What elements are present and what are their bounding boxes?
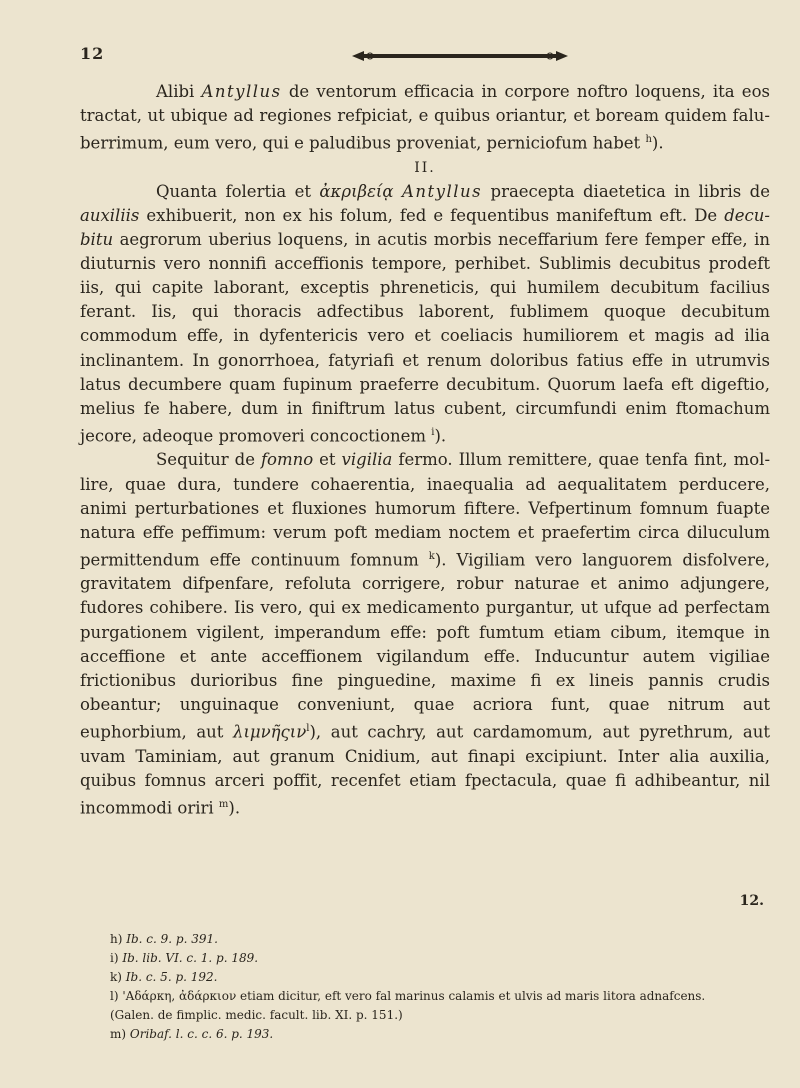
topic-term: vigilia [341, 450, 393, 470]
author-name: Antyllus [401, 181, 483, 201]
main-text [80, 80, 770, 820]
footnote-k: k) Ib. c. 5. p. 192. [110, 970, 218, 984]
page-number: 12 [80, 44, 105, 63]
footnote-ref: k [428, 550, 435, 562]
topic-term: decubitu [80, 205, 770, 250]
work-title: auxiliis [80, 205, 140, 225]
footnote-h: h) Ib. c. 9. p. 391. [110, 932, 218, 946]
page-header [80, 44, 748, 66]
paragraph-somnus: Sequitur de fomno et vigilia fermo. Illum remittere, quae tenfa fint, mollire, quae dura, tundere cohaerentia, inaequalia ad aequalitatem perducere, animi perturbationes et fluxiones humorum fiftere. Vefpertinum fomnum fuapte natura effe peffimum: verum poft mediam noctem et praefertim circa diluculum permittendum effe continuum fomnum $^k$). Vigiliam vero languorem disfolvere, gravitatem difpenfare, refoluta corrigere, robur naturae et animo adjungere, fudores cohibere. Iis vero, qui ex medicamento purgantur, ut ufque ad perfectam purgationem vigilent, imperandum effe: poft fumtum etiam cibum, itemque in acceffione et ante acceffionem vigilandum effe. Inducuntur autem vigiliae frictionibus durioribus fine pinguedine, maxime fi ex lineis pannis crudis obeantur; unguinaque conveniunt, quae acriora funt, quae nitrum aut euphorbium, aut λιμνῆςιν$^l$), aut cachry, aut cardamomum, aut pyrethrum, aut uvam Taminiam, aut granum Cnidium, aut finapi excipiunt. Inter alia auxilia, quibus fomnus arceri poffit, recenfet etiam fpectacula, quae fi adhibeantur, nil incommodi oriri $^m$). [80, 450, 771, 818]
paragraph-decubitus: Quanta folertia et ἀκριβείᾳ Antyllus praecepta diaetetica in libris de auxiliis exhibuerit, non ex his folum, fed e fequentibus manifeftum eft. De decubitu aegrorum uberius loquens, in acutis morbis neceffarium fere femper effe, in diuturnis vero nonnifi acceffionis tempore, perhibet. Sublimis decubitus prodeft iis, qui capite laborant, exceptis phreneticis, qui humilem decubitum facilius ferant. Iis, qui thoracis adfectibus laborent, fublimem quoque decubitum commodum effe, in dyfentericis vero et coeliacis humiliorem et magis ad ilia inclinantem. In gonorrhoea, fatyriafi et renum doloribus fatius effe in utrumvis latus decumbere quam fupinum praeferre decubitum. Quorum laefa eft digeftio, melius fe habere, dum in finiftrum latus cubent, circumfundi enim ftomachum jecore, adeoque promoveri concoctionem $^i$). [80, 181, 770, 446]
intro-paragraph: Alibi Antyllus de ventorum efficacia in corpore noftro loquens, ita eos tractat, ut ubique ad regiones refpiciat, e quibus oriantur, et boream quidem faluberrimum, eum vero, qui e paludibus proveniat, perniciofum habet $^h$). [80, 82, 770, 153]
footnotes [110, 930, 770, 1044]
topic-term: fomno [260, 450, 314, 470]
greek-word: λιμνῆςιν [232, 722, 307, 742]
footnote-l-continued: (Galen. de fimplic. medic. facult. lib. XI. p. 151.) [110, 1008, 403, 1022]
footnote-ref: h [645, 134, 652, 146]
footnote-ref: i [431, 426, 435, 438]
footnote-ref: l [306, 722, 310, 734]
author-name: Antyllus [201, 82, 282, 101]
greek-word: ἀκριβείᾳ [319, 181, 394, 201]
footnote-l: l) 'Αδάρκη, ἀδάρκιον etiam dicitur, eft vero fal marinus calamis et ulvis ad maris litora adnafcens. [110, 989, 706, 1003]
section-number: II. [414, 159, 436, 176]
footnote-m: m) Oribaf. l. c. c. 6. p. 193. [110, 1027, 274, 1041]
header-ornament [350, 50, 570, 62]
footnote-i: i) Ib. lib. VI. c. 1. p. 189. [110, 951, 259, 965]
footnote-ref: m [218, 798, 229, 810]
next-section-marker: 12. [739, 893, 764, 909]
